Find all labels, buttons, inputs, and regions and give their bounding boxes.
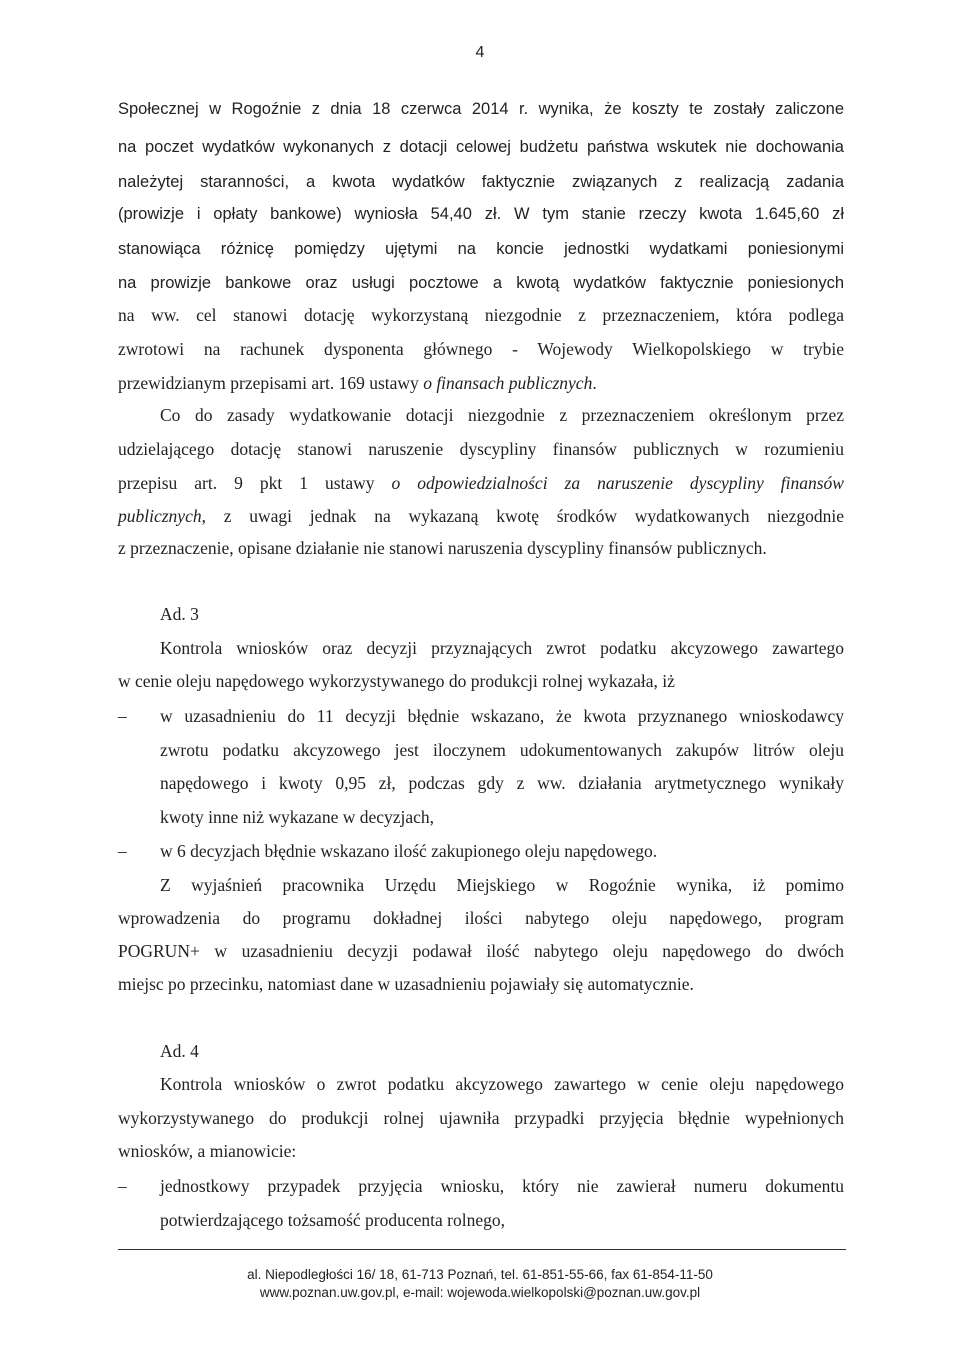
text-line xyxy=(118,372,844,394)
text-line: na ww. cel stanowi dotację wykorzystaną niezgodnie z przeznaczeniem, która podlega xyxy=(118,305,844,325)
text-line xyxy=(118,505,844,527)
text-line: Społecznej w Rogoźnie z dnia 18 czerwca 2014 r. wynika, że koszty te zostały zaliczone xyxy=(118,100,844,118)
list-item: zwrotu podatku akcyzowego jest iloczynem udokumentowanych zakupów litrów oleju xyxy=(160,740,844,760)
page-number: 4 xyxy=(475,44,485,61)
list-bullet: – xyxy=(118,841,127,861)
text-run: przewidzianym przepisami art. 169 ustawy xyxy=(118,373,424,393)
text-line: wprowadzenia do programu dokładnej ilości nabytego oleju napędowego, program xyxy=(118,908,844,928)
text-line: (prowizje i opłaty bankowe) wyniosła 54,40 zł. W tym stanie rzeczy kwota 1.645,60 zł xyxy=(118,205,844,223)
list-item: napędowego i kwoty 0,95 zł, podczas gdy z ww. działania arytmetycznego wynikały xyxy=(160,773,844,793)
text-line: z przeznaczenie, opisane działanie nie stanowi naruszenia dyscypliny finansów publicznych. xyxy=(118,538,767,558)
list-item: kwoty inne niż wykazane w decyzjach, xyxy=(160,807,435,827)
act-title: o odpowiedzialności za naruszenie dyscypliny finansów xyxy=(391,473,844,493)
text-line: na prowizje bankowe oraz usługi pocztowe a kwotą wydatków faktycznie poniesionych xyxy=(118,274,844,292)
footer-address: al. Niepodległości 16/ 18, 61-713 Poznań, tel. 61-851-55-66, fax 61-854-11-50 xyxy=(247,1267,713,1282)
text-line: Z wyjaśnień pracownika Urzędu Miejskiego w Rogoźnie wynika, iż pomimo xyxy=(160,875,844,895)
footer-divider xyxy=(118,1249,846,1250)
text-line: w cenie oleju napędowego wykorzystywanego do produkcji rolnej wykazała, iż xyxy=(118,671,675,691)
text-line: Kontrola wniosków oraz decyzji przyznających zwrot podatku akcyzowego zawartego xyxy=(160,638,844,658)
text-line: udzielającego dotację stanowi naruszenie dyscypliny finansów publicznych w rozumieniu xyxy=(118,439,844,459)
list-item: potwierdzającego tożsamość producenta rolnego, xyxy=(160,1210,506,1230)
text-run: przepisu art. 9 pkt 1 ustawy xyxy=(118,473,392,493)
text-line: miejsc po przecinku, natomiast dane w uzasadnieniu pojawiały się automatycznie. xyxy=(118,974,694,994)
text-line: Kontrola wniosków o zwrot podatku akcyzowego zawartego w cenie oleju napędowego xyxy=(160,1074,844,1094)
section-heading: Ad. 4 xyxy=(160,1041,199,1061)
text-run: , z uwagi jednak na wykazaną kwotę środków wydatkowanych niezgodnie xyxy=(201,506,844,526)
section-heading: Ad. 3 xyxy=(160,604,199,624)
text-line: należytej staranności, a kwota wydatków faktycznie związanych z realizacją zadania xyxy=(118,173,844,191)
text-line: stanowiąca różnicę pomiędzy ujętymi na koncie jednostki wydatkami poniesionymi xyxy=(118,240,844,258)
text-run: . xyxy=(592,373,597,393)
text-line: na poczet wydatków wykonanych z dotacji celowej budżetu państwa wskutek nie dochowania xyxy=(118,138,844,156)
footer-contact: www.poznan.uw.gov.pl, e-mail: wojewoda.wielkopolski@poznan.uw.gov.pl xyxy=(259,1285,701,1300)
list-item: w 6 decyzjach błędnie wskazano ilość zakupionego oleju napędowego. xyxy=(160,841,658,861)
list-item: jednostkowy przypadek przyjęcia wniosku, który nie zawierał numeru dokumentu xyxy=(160,1176,844,1196)
list-item: w uzasadnieniu do 11 decyzji błędnie wskazano, że kwota przyznanego wnioskodawcy xyxy=(160,706,844,726)
act-title: publicznych xyxy=(118,506,202,526)
text-line: wniosków, a mianowicie: xyxy=(118,1141,297,1161)
list-bullet: – xyxy=(118,1176,127,1196)
act-title: o finansach publicznych xyxy=(423,373,593,393)
text-line: zwrotowi na rachunek dysponenta głównego - Wojewody Wielkopolskiego w trybie xyxy=(118,339,844,359)
text-line: Co do zasady wydatkowanie dotacji niezgodnie z przeznaczeniem określonym przez xyxy=(160,405,844,425)
list-bullet: – xyxy=(118,706,127,726)
text-line: wykorzystywanego do produkcji rolnej ujawniła przypadki przyjęcia błędnie wypełnionych xyxy=(118,1108,844,1128)
text-line xyxy=(118,472,844,494)
text-line: POGRUN+ w uzasadnieniu decyzji podawał ilość nabytego oleju napędowego do dwóch xyxy=(118,941,844,961)
